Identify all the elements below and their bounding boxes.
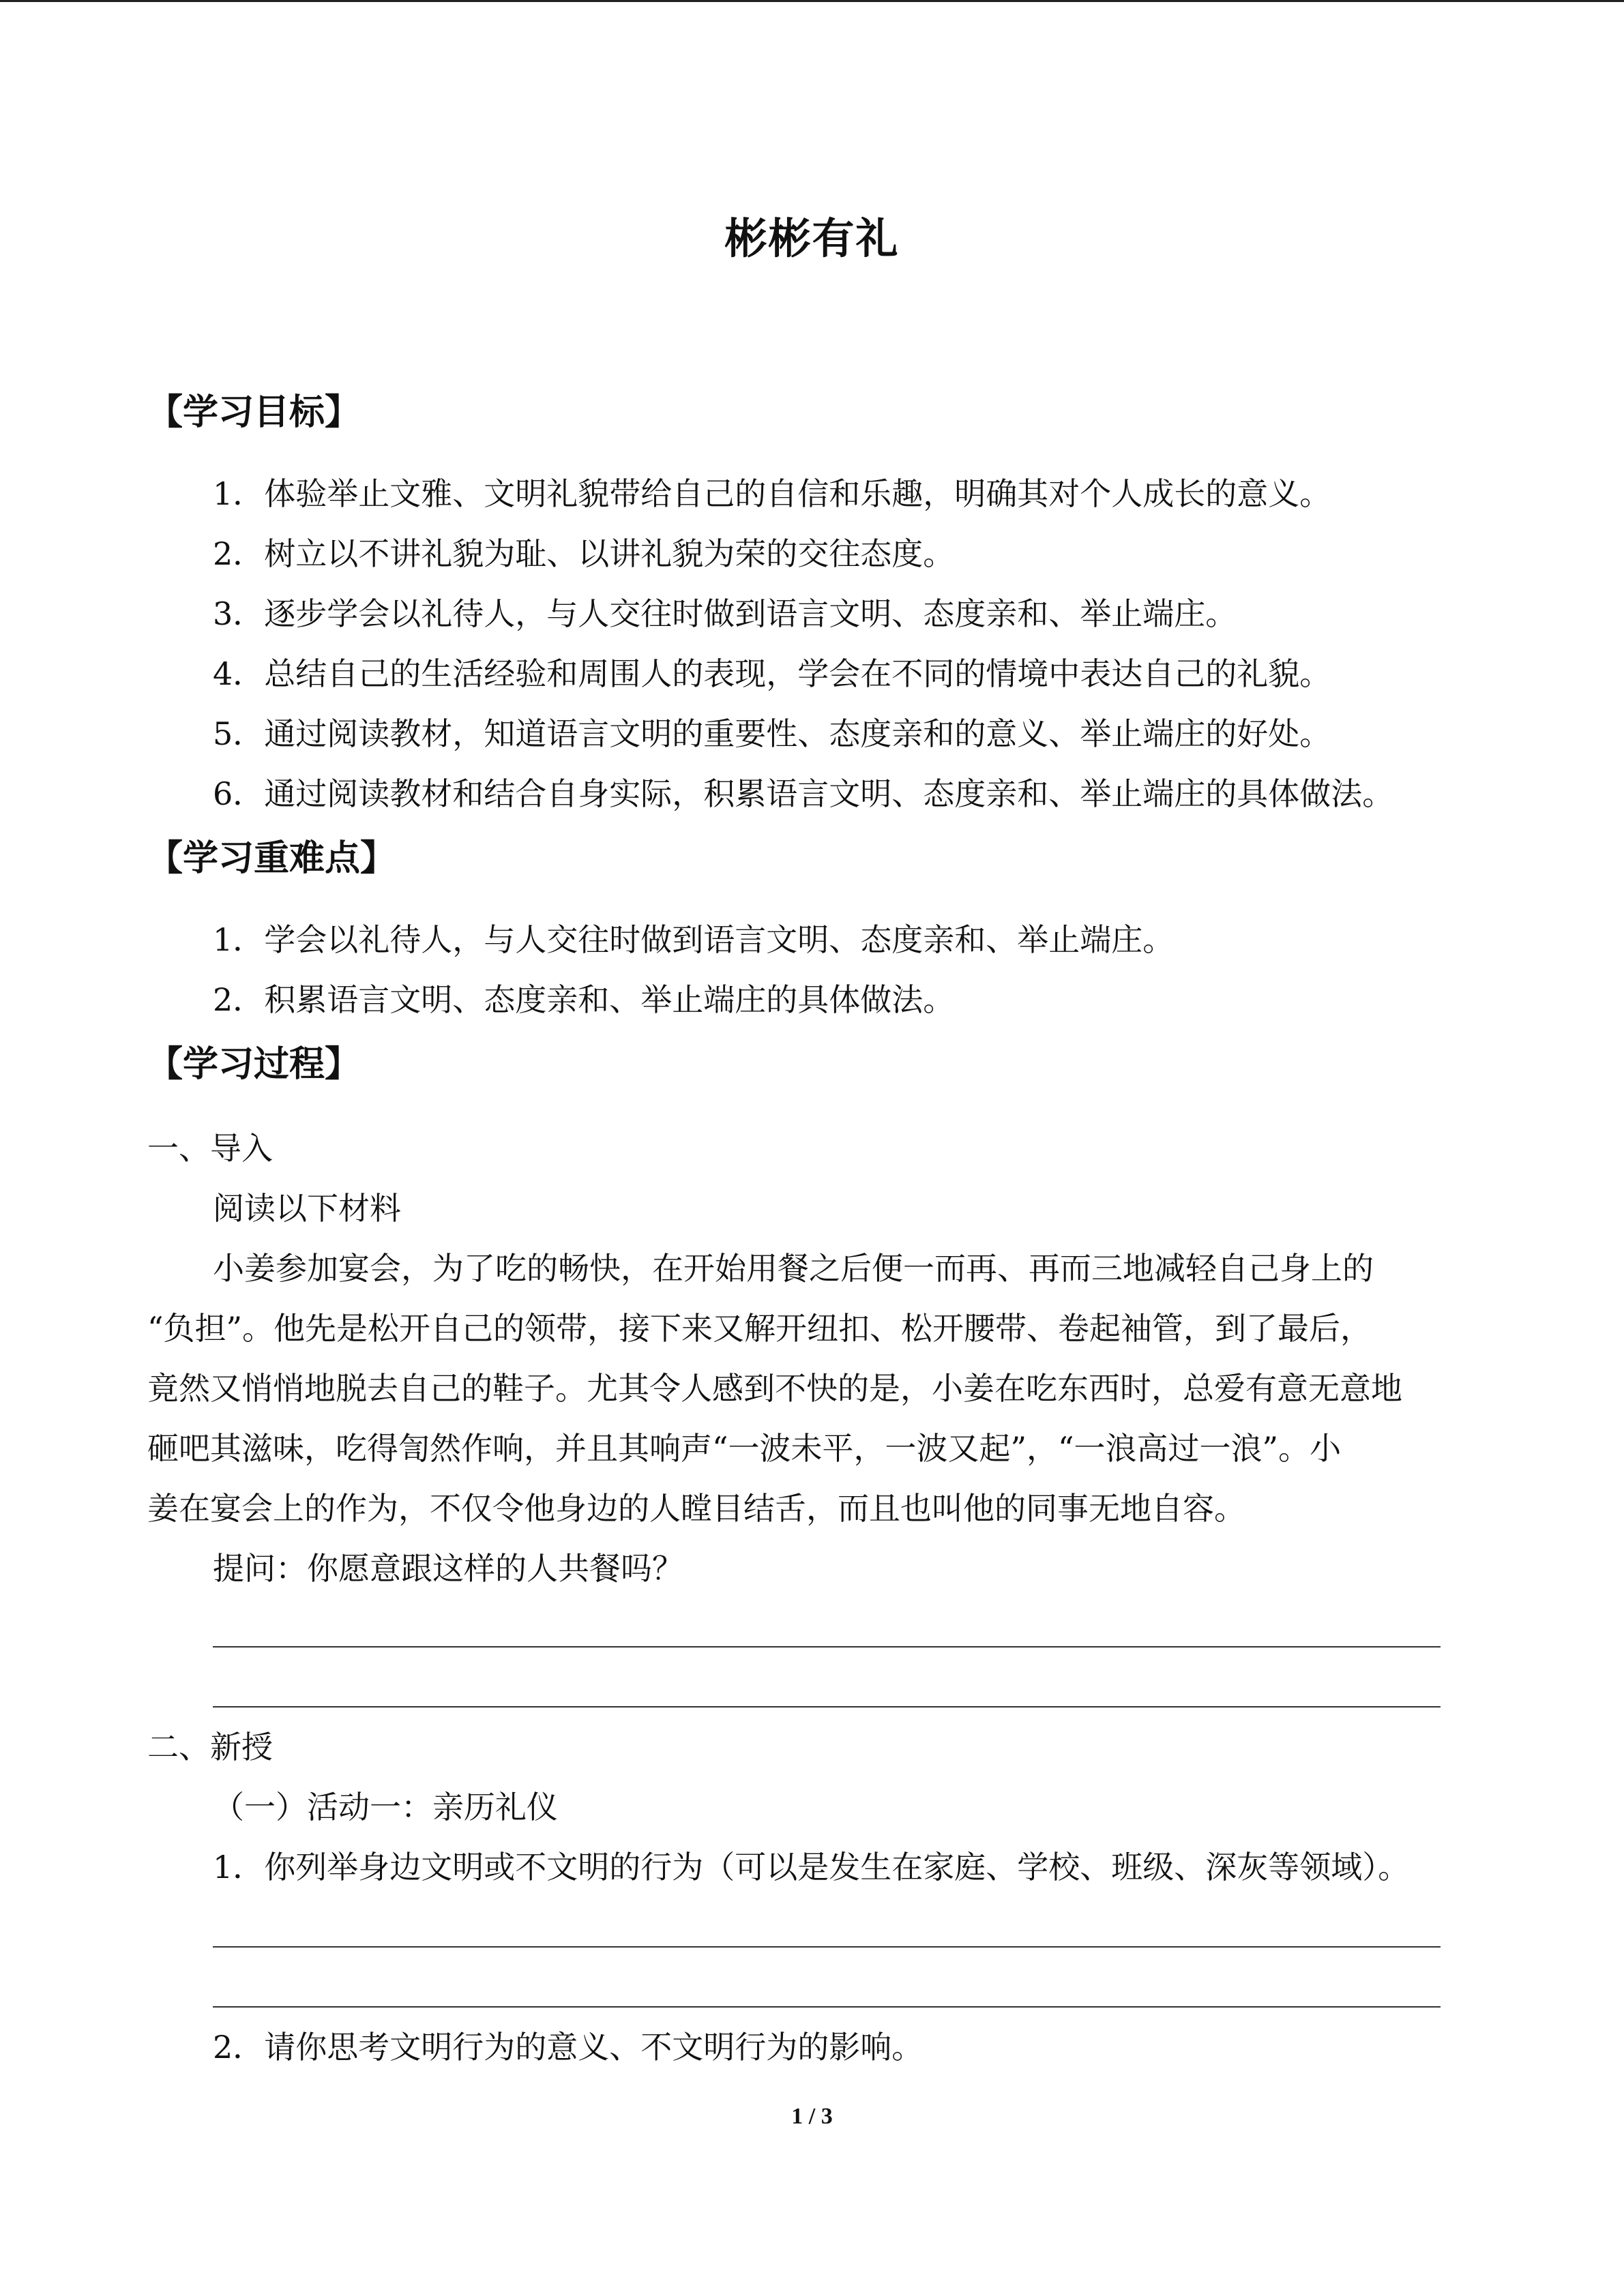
activity-heading: （一）活动一：亲历礼仪	[213, 1789, 558, 1825]
story-line: “负担”。他先是松开自己的领带，接下来又解开纽扣、松开腰带、卷起袖管，到了最后，	[147, 1310, 1372, 1347]
objective-item: 5．通过阅读教材，知道语言文明的重要性、态度亲和的意义、举止端庄的好处。	[213, 715, 1331, 752]
story-line: 竟然又悄悄地脱去自己的鞋子。尤其令人感到不快的是，小姜在吃东西时，总爱有意无意地	[147, 1370, 1402, 1407]
story-line: 姜在宴会上的作为，不仅令他身边的人瞠目结舌，而且也叫他的同事无地自容。	[147, 1490, 1245, 1527]
answer-blank-line	[213, 1946, 1441, 1948]
key-point-item: 2．积累语言文明、态度亲和、举止端庄的具体做法。	[213, 981, 955, 1018]
page-title: 彬彬有礼	[724, 213, 900, 263]
key-point-item: 1．学会以礼待人，与人交往时做到语言文明、态度亲和、举止端庄。	[213, 921, 1175, 958]
objectives-heading: 【学习目标】	[147, 392, 361, 433]
page-number: 1 / 3	[791, 2104, 833, 2129]
objective-item: 2．树立以不讲礼貌为耻、以讲礼貌为荣的交往态度。	[213, 535, 955, 572]
task-item: 1．你列举身边文明或不文明的行为（可以是发生在家庭、学校、班级、深灰等领域）。	[213, 1849, 1410, 1885]
objective-item: 4．总结自己的生活经验和周围人的表现，学会在不同的情境中表达自己的礼貌。	[213, 655, 1331, 692]
story-line: 砸吧其滋味，吃得訇然作响，并且其响声“一波未平，一波又起”，“一浪高过一浪”。小	[147, 1430, 1342, 1467]
intro-heading: 一、导入	[147, 1130, 273, 1167]
answer-blank-line	[213, 1646, 1441, 1648]
answer-blank-line	[213, 1706, 1441, 1708]
objective-item: 3．逐步学会以礼待人，与人交往时做到语言文明、态度亲和、举止端庄。	[213, 595, 1237, 632]
process-heading: 【学习过程】	[147, 1044, 361, 1085]
objective-item: 1．体验举止文雅、文明礼貌带给自己的自信和乐趣，明确其对个人成长的意义。	[213, 475, 1331, 512]
answer-blank-line	[213, 2006, 1441, 2008]
new-lesson-heading: 二、新授	[147, 1729, 273, 1765]
intro-question: 提问：你愿意跟这样的人共餐吗？	[213, 1550, 683, 1587]
objective-item: 6．通过阅读教材和结合自身实际，积累语言文明、态度亲和、举止端庄的具体做法。	[213, 775, 1394, 812]
story-line: 小姜参加宴会，为了吃的畅快，在开始用餐之后便一而再、再而三地减轻自己身上的	[213, 1250, 1374, 1287]
top-border-line	[0, 0, 1624, 2]
task-item: 2．请你思考文明行为的意义、不文明行为的影响。	[213, 2029, 924, 2066]
intro-instruction: 阅读以下材料	[213, 1190, 401, 1227]
key-points-heading: 【学习重难点】	[147, 838, 396, 879]
